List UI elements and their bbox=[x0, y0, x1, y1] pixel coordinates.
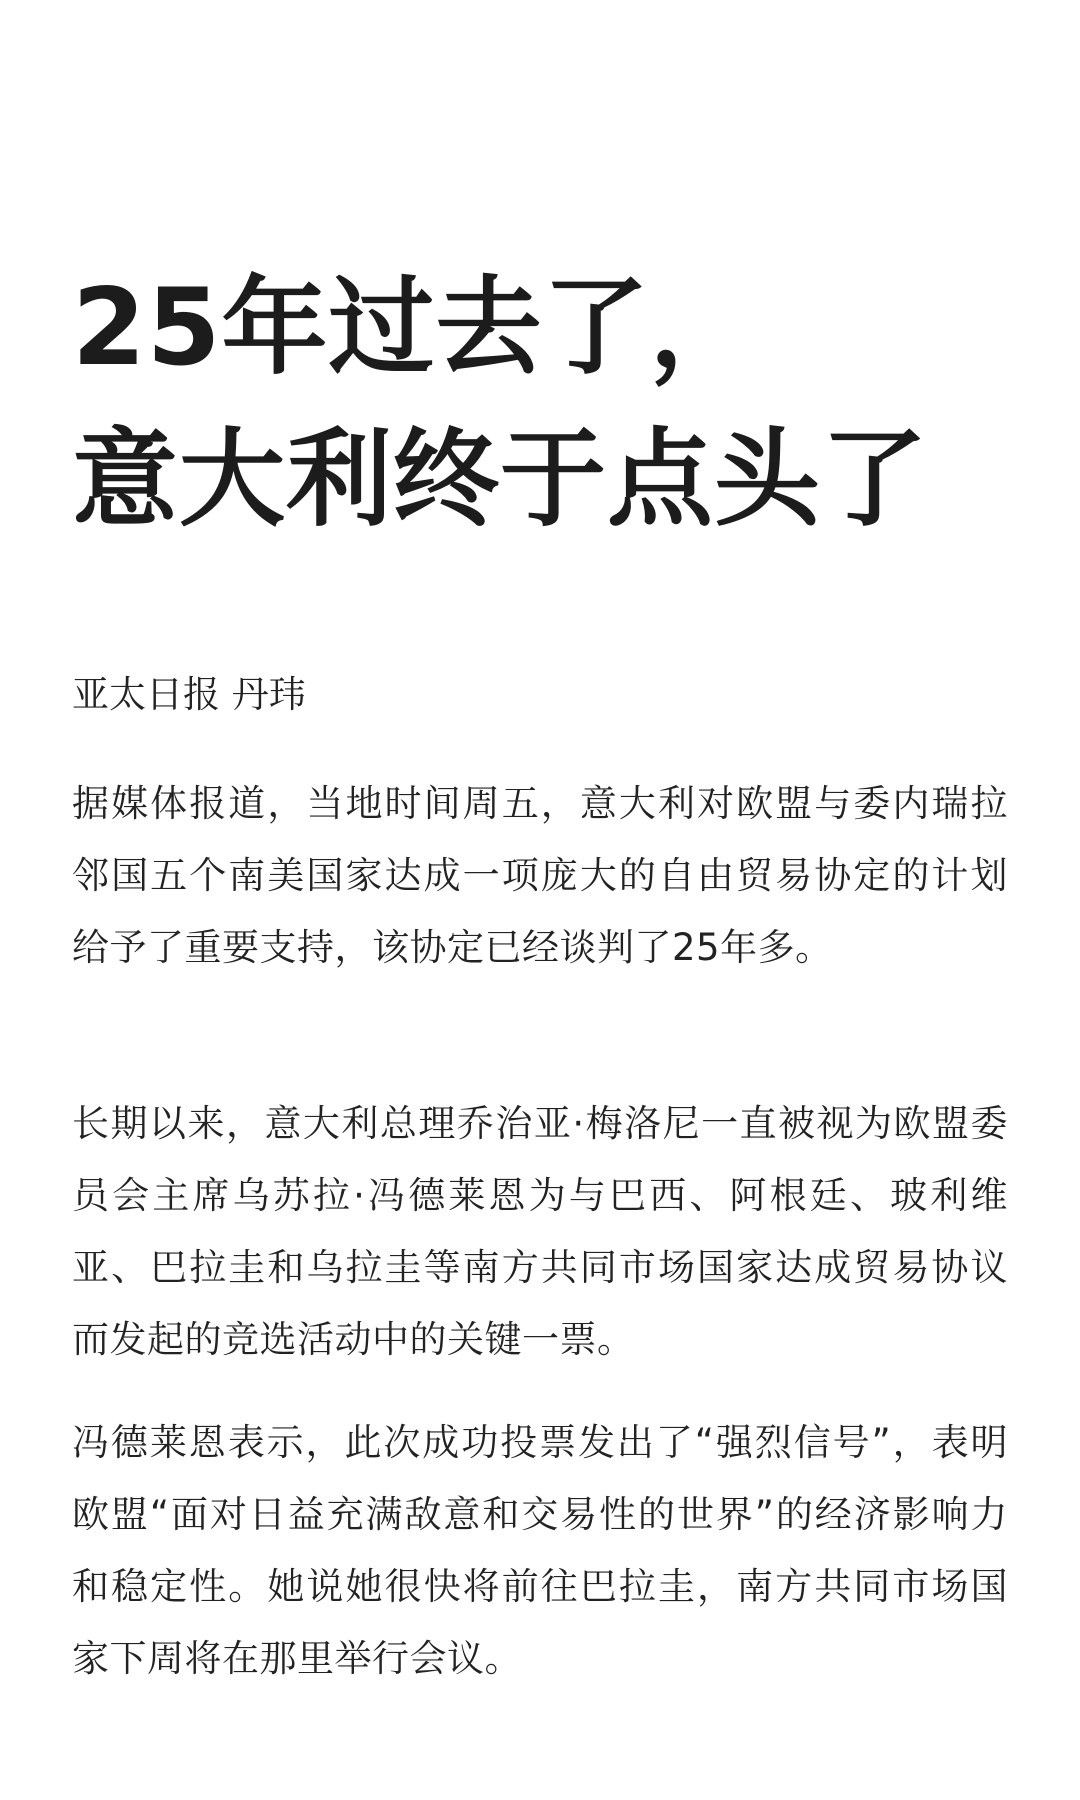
headline bbox=[72, 252, 1008, 556]
headline-line-2: 意大利终于点头了 bbox=[72, 418, 928, 541]
byline: 亚太日报 丹玮 bbox=[72, 673, 306, 716]
headline-line-1: 25年过去了， bbox=[72, 266, 757, 389]
paragraph-1: 据媒体报道，当地时间周五，意大利对欧盟与委内瑞拉邻国五个南美国家达成一项庞大的自由贸易协定的计划给予了重要支持，该协定已经谈判了25年多。 bbox=[72, 782, 1008, 969]
paragraph-3: 冯德莱恩表示，此次成功投票发出了“强烈信号”，表明欧盟“面对日益充满敌意和交易性的世界”的经济影响力和稳定性。她说她很快将前往巴拉圭，南方共同市场国家下周将在那里举行会议。 bbox=[72, 1421, 1008, 1680]
paragraph-2: 长期以来，意大利总理乔治亚·梅洛尼一直被视为欧盟委员会主席乌苏拉·冯德莱恩为与巴西、阿根廷、玻利维亚、巴拉圭和乌拉圭等南方共同市场国家达成贸易协议而发起的竞选活动中的关键一票。 bbox=[72, 1102, 1008, 1361]
